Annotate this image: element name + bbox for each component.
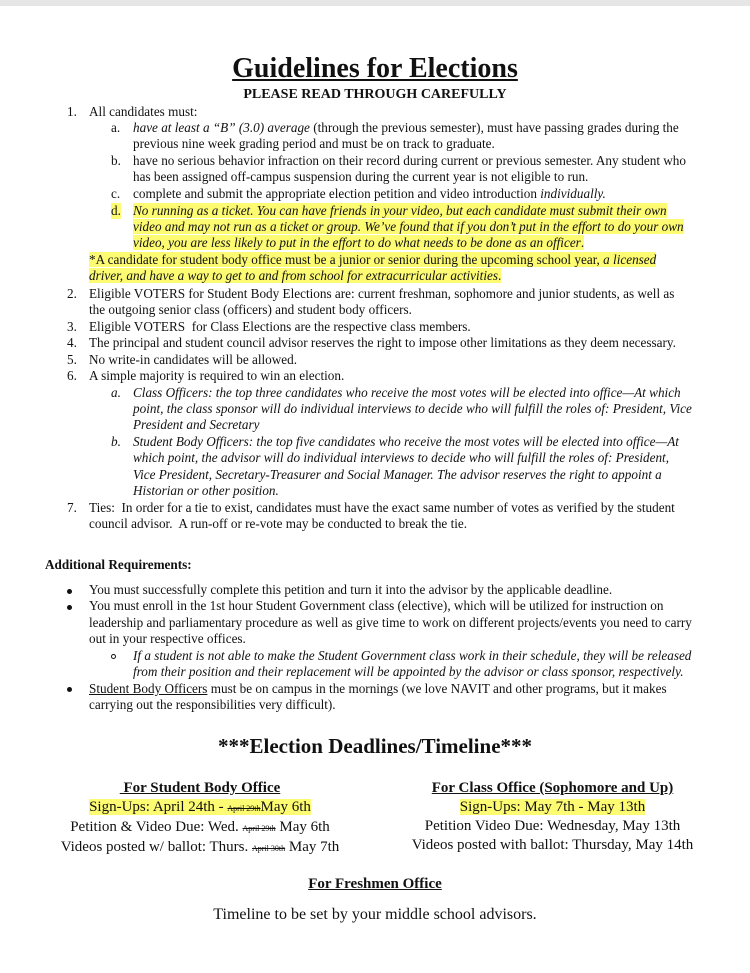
rule-6b-line-4: Historian or other position. bbox=[133, 483, 279, 498]
rule-1b-line-1: have no serious behavior infraction on their record during current or previous semester. Any student who bbox=[133, 153, 686, 168]
petition-new-date: May 6th bbox=[275, 819, 330, 835]
rule-1-note-text: *A candidate for student body office must be a junior or senior during the upcoming school year, bbox=[89, 252, 604, 267]
rule-1-text: All candidates must: bbox=[89, 104, 198, 119]
additional-subitem-line-1: If a student is not able to make the Student Government class work in their schedule, they will be released bbox=[133, 648, 692, 663]
class-office-signups bbox=[385, 798, 720, 817]
rule-6-text: A simple majority is required to win an election. bbox=[89, 368, 345, 383]
rule-2-number: 2. bbox=[67, 286, 77, 301]
top-border bbox=[0, 0, 750, 6]
signups-struck-date: April 29th bbox=[227, 804, 261, 813]
rule-1a-line-2: previous nine week grading period and must be on track to graduate. bbox=[133, 136, 495, 151]
rule-6-number: 6. bbox=[67, 368, 77, 383]
student-body-officers-label: Student Body Officers bbox=[89, 681, 208, 696]
rule-1c-text: complete and submit the appropriate election petition and video introduction bbox=[133, 186, 541, 201]
rule-7-number: 7. bbox=[67, 500, 77, 515]
videos-struck-date: April 30th bbox=[252, 844, 286, 853]
additional-subitem-line-2: from their position and their replacement will be appointed by the advisor or class sponsor, respectively. bbox=[133, 664, 684, 679]
rule-6b-line-2: which point, the advisor will do individual interviews to decide who will fulfill the roles of: President, bbox=[133, 450, 669, 465]
rule-1a-letter: a. bbox=[111, 120, 121, 135]
rule-1d-line-1 bbox=[133, 203, 667, 219]
rule-1d-letter: d. bbox=[111, 203, 121, 218]
student-body-signups-highlight bbox=[89, 799, 311, 815]
rule-4-number: 4. bbox=[67, 335, 77, 350]
additional-item-3-line-2: carrying out the responsibilities very difficult). bbox=[89, 697, 336, 712]
rule-1d-line-2 bbox=[133, 219, 684, 235]
class-office-signups-text: Sign-Ups: May 7th - May 13th bbox=[459, 799, 646, 815]
student-body-column bbox=[30, 779, 370, 858]
additional-item-1: You must successfully complete this petition and turn it into the advisor by the applicable deadline. bbox=[89, 582, 613, 597]
rule-7-line-2: council advisor. A run-off or re-vote may be conducted to break the tie. bbox=[89, 516, 468, 531]
bullet-icon bbox=[67, 605, 72, 610]
rule-1-note-line-1 bbox=[89, 252, 656, 268]
petition-struck-date: April 29th bbox=[242, 824, 276, 833]
rule-7-line-1: Ties: In order for a tie to exist, candidates must have the exact same number of votes as verified by the student bbox=[89, 500, 675, 515]
bullet-icon bbox=[67, 589, 72, 594]
rule-6a-line-2: point, the class sponsor will do individual interviews to decide who will fulfill the roles of: President, Vice bbox=[133, 401, 692, 416]
rule-6b-line-3: Vice President, Secretary-Treasurer and Social Manager. The advisor reserves the right to appoint a bbox=[133, 467, 662, 482]
rule-6b-line-1: Student Body Officers: the top five candidates who receive the most votes will be elected into office—At bbox=[133, 434, 679, 449]
rule-1d-line-3-end: . bbox=[580, 235, 585, 250]
freshmen-heading: For Freshmen Office bbox=[308, 876, 442, 892]
class-office-heading: For Class Office (Sophomore and Up) bbox=[431, 780, 674, 796]
timeline-heading: ***Election Deadlines/Timeline*** bbox=[217, 734, 533, 758]
rule-1a-rest: (through the previous semester), must have passing grades during the bbox=[309, 120, 679, 135]
rule-3-text: Eligible VOTERS for Class Elections are the respective class members. bbox=[89, 319, 471, 334]
class-office-videos: Videos posted with ballot: Thursday, May 14th bbox=[411, 837, 694, 853]
rule-1-note-line-2 bbox=[89, 268, 501, 284]
additional-item-3-line-1 bbox=[89, 681, 667, 697]
rule-5-number: 5. bbox=[67, 352, 77, 367]
additional-item-2-line-3: out in your respective offices. bbox=[89, 631, 246, 646]
rule-1c-line bbox=[133, 186, 606, 202]
rule-5-text: No write-in candidates will be allowed. bbox=[89, 352, 298, 367]
freshmen-text: Timeline to be set by your middle school advisors. bbox=[213, 906, 537, 923]
class-office-petition: Petition Video Due: Wednesday, May 13th bbox=[424, 818, 681, 834]
rule-3-number: 3. bbox=[67, 319, 77, 334]
rule-4-text: The principal and student council advisor reserves the right to impose other limitations as they deem necessary. bbox=[89, 335, 676, 350]
page-subtitle: PLEASE READ THROUGH CAREFULLY bbox=[243, 87, 507, 102]
rule-1b-letter: b. bbox=[111, 153, 121, 168]
rule-1-number: 1. bbox=[67, 104, 77, 119]
student-body-signups bbox=[30, 798, 370, 818]
student-body-petition bbox=[30, 818, 370, 838]
freshmen-section bbox=[0, 875, 750, 894]
rule-1d-line-3 bbox=[133, 235, 584, 251]
rule-1b-line-2: has been assigned off-campus suspension during the current year is not eligible to run. bbox=[133, 169, 589, 184]
rule-1d-line-3-text: video, you are less likely to put in the effort to do what needs to be done as an officer bbox=[133, 235, 581, 250]
petition-label: Petition & Video Due: Wed. bbox=[70, 819, 243, 835]
rule-1-note-italic: a licensed bbox=[603, 252, 657, 267]
additional-item-2-line-1: You must enroll in the 1st hour Student Government class (elective), which will be utilized for instruction on bbox=[89, 598, 664, 613]
videos-new-date: May 7th bbox=[285, 839, 340, 855]
rule-1c-letter: c. bbox=[111, 186, 121, 201]
rule-6a-line-3: President and Secretary bbox=[133, 417, 260, 432]
rule-6a-line-1: Class Officers: the top three candidates who receive the most votes will be elected into office—At which bbox=[133, 385, 681, 400]
bullet-icon bbox=[67, 687, 72, 692]
rule-1-note-italic-2: driver, and have a way to get to and from school for extracurricular activities bbox=[89, 268, 498, 283]
additional-heading: Additional Requirements: bbox=[45, 557, 192, 572]
hollow-bullet-icon bbox=[111, 654, 116, 659]
rule-6a-letter: a. bbox=[111, 385, 121, 400]
additional-item-2-line-2: leadership and parliamentary procedure as well as give time to work on different projects/events you need to carry bbox=[89, 615, 692, 630]
rule-1d-line-1-text: No running as a ticket. You can have friends in your video, but each candidate must submit their own bbox=[133, 203, 667, 218]
rule-2-line-1: Eligible VOTERS for Student Body Elections are: current freshman, sophomore and junior students, as well as bbox=[89, 286, 675, 301]
class-office-column bbox=[385, 779, 720, 855]
signups-start: Sign-Ups: April 24th - bbox=[89, 799, 228, 815]
rule-1-note-end: . bbox=[498, 268, 502, 283]
signups-new-date: May 6th bbox=[260, 799, 311, 815]
student-body-videos bbox=[30, 838, 370, 858]
videos-label: Videos posted w/ ballot: Thurs. bbox=[60, 839, 253, 855]
page-title: Guidelines for Elections bbox=[232, 53, 518, 84]
rule-1a-italic: have at least a “B” (3.0) average bbox=[133, 120, 310, 135]
rule-2-line-2: the outgoing senior class (officers) and student body officers. bbox=[89, 302, 412, 317]
rule-1d-line-2-text: video and may not run as a ticket or group. We’ve found that if you don’t put in the effort to do your own bbox=[133, 219, 684, 234]
rule-1a-line-1 bbox=[133, 120, 679, 136]
rule-1c-italic: individually. bbox=[540, 186, 606, 201]
additional-item-3-rest: must be on campus in the mornings (we love NAVIT and other programs, but it makes bbox=[207, 681, 667, 696]
rule-6b-letter: b. bbox=[111, 434, 121, 449]
student-body-heading: For Student Body Office bbox=[119, 780, 281, 796]
